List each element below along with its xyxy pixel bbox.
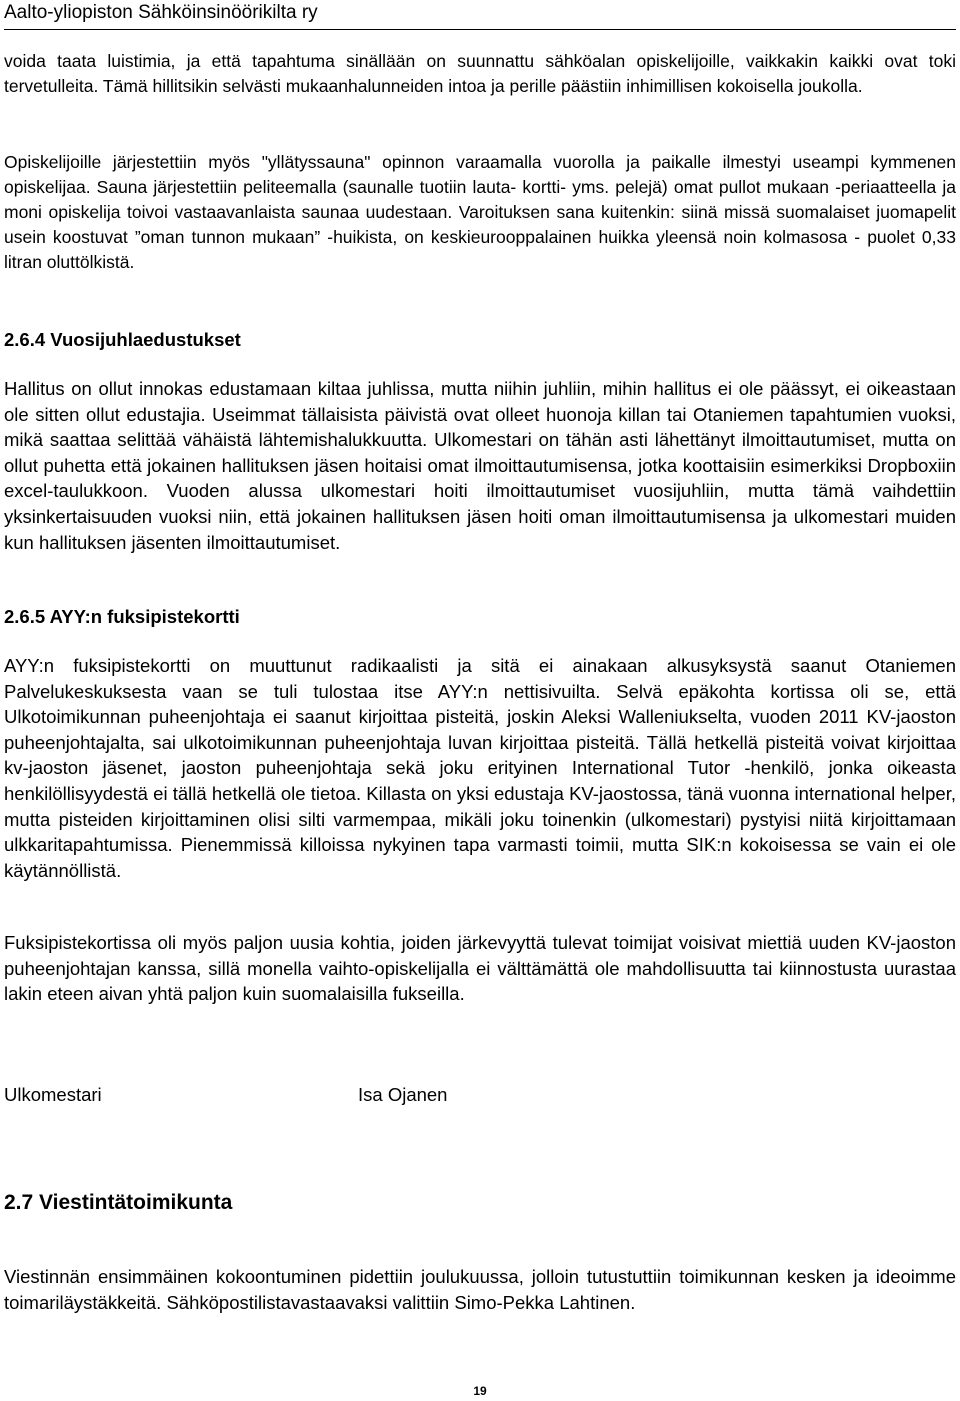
- heading-2-6-5: 2.6.5 AYY:n fuksipistekortti: [4, 606, 240, 627]
- paragraph-fuksipistekortti: AYY:n fuksipistekortti on muuttunut radikaalisti ja sitä ei ainakaan alkusyksystä saanut Otaniemen Palvelukeskuksesta vaan se tuli tulostaa itse AYY:n nettisivuilta. Selvä epäkohta kortissa oli se, että Ulkotoimikunnan puheenjohtaja ei saanut kirjoittaa pisteitä, joskin Aleksi Walleniukselta, vuoden 2011 KV-jaoston puheenjohtajalta, sai ulkotoimikunnan puheenjohtaja luvan kirjoittaa pisteitä. Tällä hetkellä pisteitä voivat kirjoittaa kv-jaoston jäsenet, jaoston puheenjohtaja sekä joku erityinen International Tutor -henkilö, jonka oikeasta henkilöllisyydestä ei tällä hetkellä ole tietoa. Killasta on yksi edustaja KV-jaostossa, tänä vuonna international helper, mutta pisteiden kirjoittaminen olisi silti varmempaa, mikäli joku toinenkin (ulkomestari) pystyisi niitä kirjoittamaan ulkkaritapahtumissa. Pienemmissä killoissa nykyinen tapa varmasti toimii, mutta SIK:n kokoisessa se vain ei ole käytännöllistä.: [4, 655, 956, 881]
- signature-name: Isa Ojanen: [358, 1084, 448, 1105]
- document-header: Aalto-yliopiston Sähköinsinöörikilta ry: [4, 2, 318, 23]
- paragraph-vuosijuhlaedustukset: Hallitus on ollut innokas edustamaan kiltaa juhlissa, mutta niihin juhliin, mihin hallitus ei ole päässyt, ei oikeastaan ole sitten ollut edustajia. Useimmat tällaisista päivistä ovat olleet huonoja killan tai Otaniemen tapahtumien vuoksi, mikä saattaa selittää vähäistä lähtemishalukkuutta. Ulkomestari on tähän asti lähettänyt ilmoittautumiset, mutta on ollut puhetta että jokainen hallituksen jäsen hoitaisi omat ilmoittautumisensa, jotka koottaisiin esimerkiksi Dropboxiin excel-taulukkoon. Vuoden alussa ulkomestari hoiti ilmoittautumiset vuosijuhliin, mutta tämä vaihdettiin yksinkertaisuuden vuoksi niin, että jokainen hallituksen jäsen hoiti oman ilmoittautumisensa ja ulkomestari muiden kun hallituksen jäsenten ilmoittautumiset.: [4, 378, 956, 553]
- paragraph-viestinta: Viestinnän ensimmäinen kokoontuminen pidettiin joulukuussa, jolloin tutustuttiin toimikunnan kesken ja ideoimme toimariläystäkkeitä. Sähköpostilistavastaavaksi valittiin Simo-Pekka Lahtinen.: [4, 1266, 956, 1313]
- heading-2-6-4: 2.6.4 Vuosijuhlaedustukset: [4, 329, 241, 350]
- paragraph-sauna: Opiskelijoille järjestettiin myös "yllätyssauna" opinnon varaamalla vuorolla ja paikalle ilmestyi useampi kymmenen opiskelijaa. Sauna järjestettiin peliteemalla (saunalle tuotiin lauta- kortti- yms. pelejä) omat pullot mukaan -periaatteella ja moni opiskelija toivoi vastaavanlaista saunaa uudestaan. Varoituksen sana kuitenkin: siinä missä suomalaiset juomapelit usein koostuvat ”oman tunnon mukaan” -huikista, on keskieurooppalainen huikka yleensä noin kolmasosa - puolet 0,33 litran oluttölkistä.: [4, 152, 956, 272]
- signature-role: Ulkomestari: [4, 1084, 102, 1105]
- paragraph-fuksipistekortti-2: Fuksipistekortissa oli myös paljon uusia kohtia, joiden järkevyyttä tulevat toimijat voisivat miettiä uuden KV-jaoston puheenjohtajan kanssa, sillä monella vaihto-opiskelijalla ei välttämättä ole mahdollisuutta tai kiinnostusta uurastaa lakin eteen aivan yhtä paljon kuin suomalaisilla fukseilla.: [4, 932, 956, 1005]
- header-rule: [4, 29, 956, 30]
- paragraph-intro: voida taata luistimia, ja että tapahtuma sinällään on suunnattu sähköalan opiskelijoille, vaikkakin kaikki ovat toki tervetulleita. Tämä hillitsikin selvästi mukaanhalunneiden intoa ja perille päästiin inhimillisen kokoisella joukolla.: [4, 51, 956, 96]
- page-number: 19: [473, 1384, 487, 1398]
- heading-2-7: 2.7 Viestintätoimikunta: [4, 1191, 233, 1214]
